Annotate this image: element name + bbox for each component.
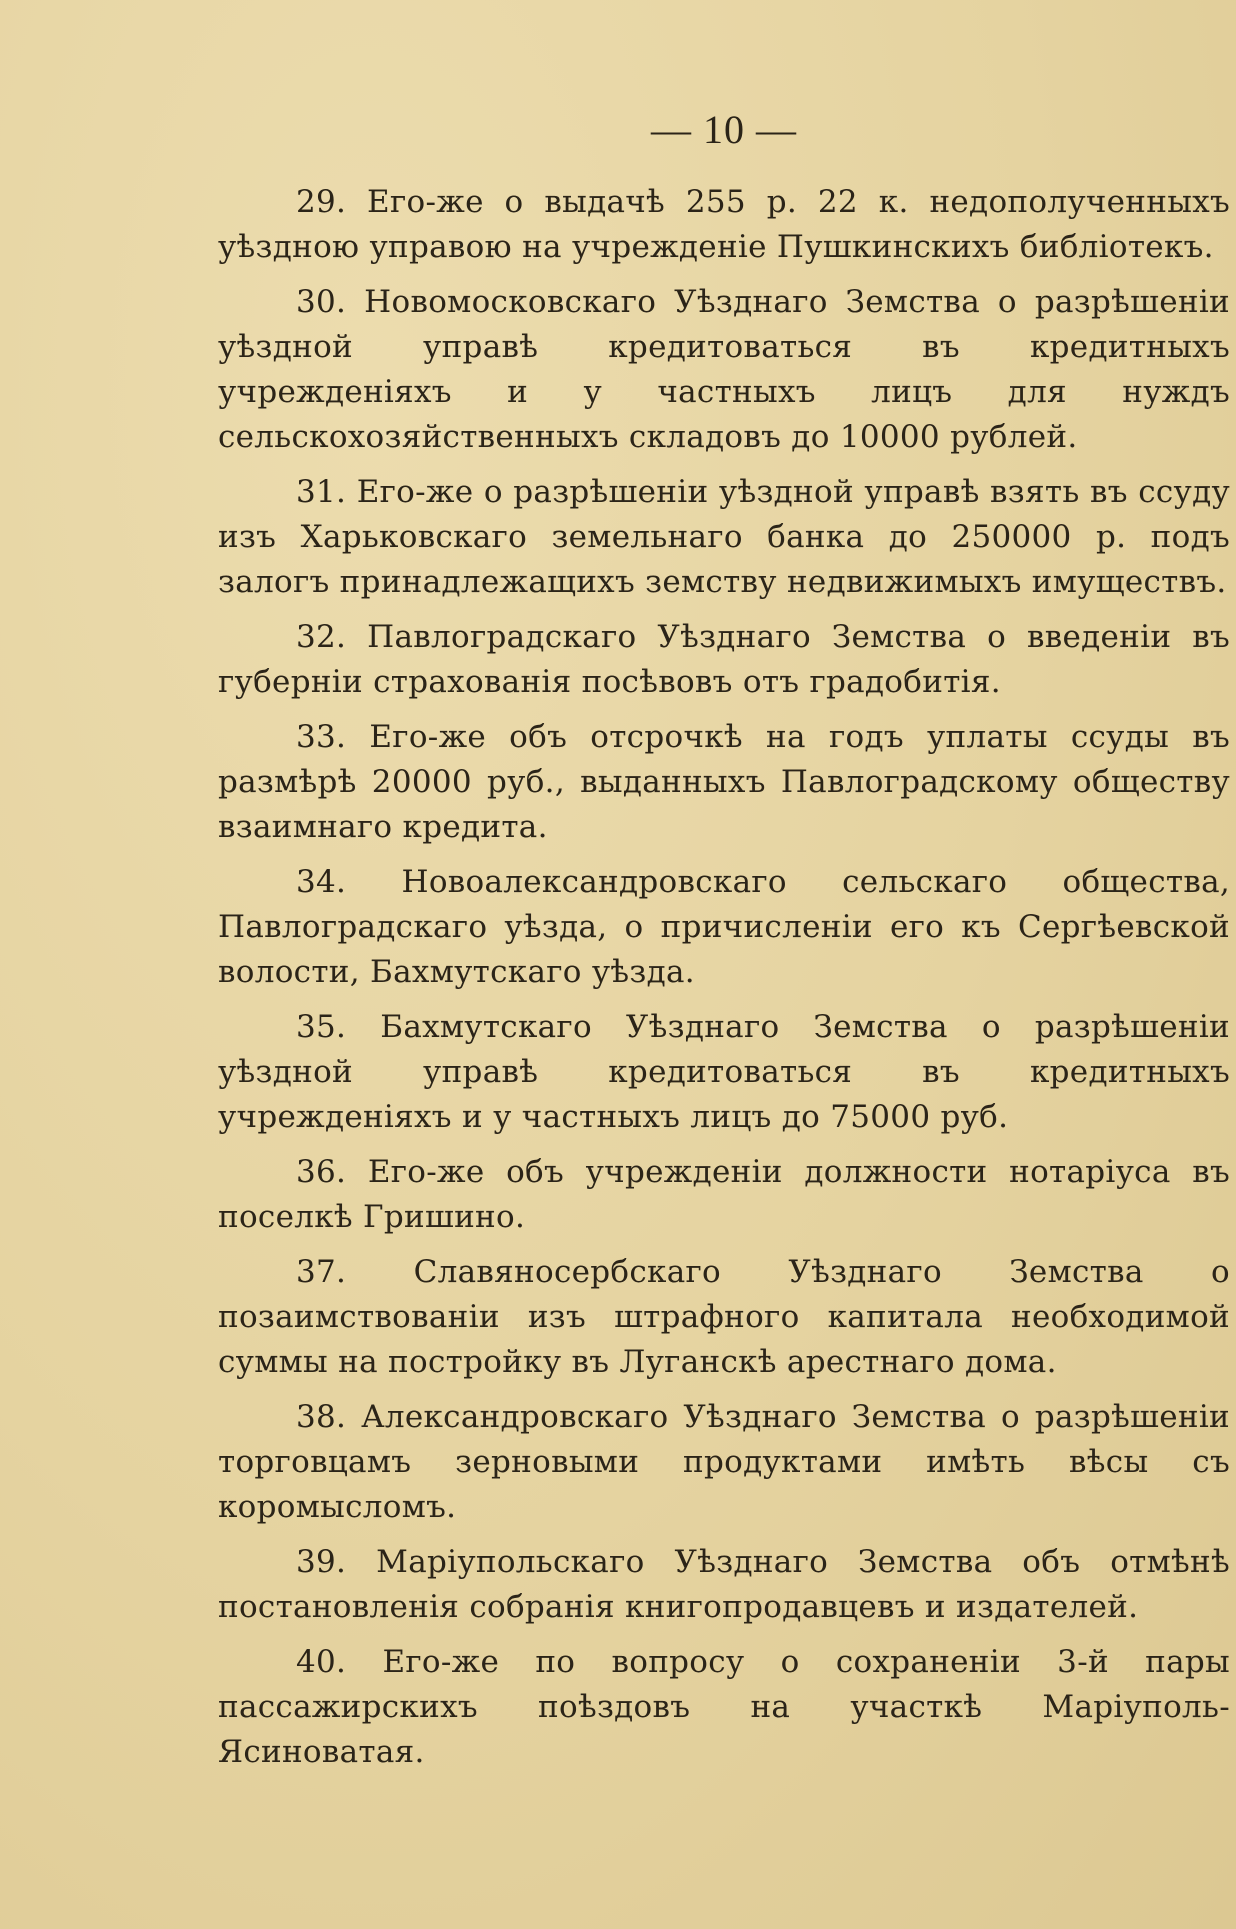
item-number: 39. <box>296 1544 347 1580</box>
item-number: 31. <box>296 474 347 510</box>
item-text: Его-же объ учрежденіи должности нотаріуса въ поселкѣ Гришино. <box>218 1154 1230 1235</box>
list-item <box>218 1250 1230 1385</box>
item-number: 29. <box>296 184 347 220</box>
document-page <box>218 98 1230 1785</box>
item-text: Новомосковскаго Уѣзднаго Земства о разрѣшеніи уѣздной управѣ кредитоваться въ кредитныхъ учрежденіяхъ и у частныхъ лицъ для нуждъ сельскохозяйственныхъ складовъ до 10000 рублей. <box>218 284 1231 455</box>
item-number: 30. <box>296 284 347 320</box>
item-number: 38. <box>296 1399 347 1435</box>
item-text: Его-же о выдачѣ 255 р. 22 к. недополученныхъ уѣздною управою на учрежденіе Пушкинскихъ библіотекъ. <box>218 184 1231 265</box>
list-item <box>218 615 1230 705</box>
item-text: Его-же о разрѣшеніи уѣздной управѣ взять въ ссуду изъ Харьковскаго земельнаго банка до 250000 р. подъ залогъ принадлежащихъ земству недвижимыхъ имуществъ. <box>218 474 1231 600</box>
list-item <box>218 1005 1230 1140</box>
item-number: 37. <box>296 1254 347 1290</box>
item-text: Павлоградскаго Уѣзднаго Земства о введеніи въ губерніи страхованія посѣвовъ отъ градобитія. <box>218 619 1231 700</box>
list-item <box>218 715 1230 850</box>
item-text: Александровскаго Уѣзднаго Земства о разрѣшеніи торговцамъ зерновыми продуктами имѣть вѣсы съ коромысломъ. <box>218 1399 1231 1525</box>
list-item <box>218 280 1230 460</box>
item-text: Новоалександровскаго сельскаго общества, Павлоградскаго уѣзда, о причисленіи его къ Сергѣевской волости, Бахмутскаго уѣзда. <box>218 864 1231 990</box>
item-number: 36. <box>296 1154 347 1190</box>
page-number: — 10 — <box>651 107 797 152</box>
list-item <box>218 860 1230 995</box>
item-text: Его-же объ отсрочкѣ на годъ уплаты ссуды въ размѣрѣ 20000 руб., выданныхъ Павлоградскому обществу взаимнаго кредита. <box>218 719 1230 845</box>
item-text: Маріупольскаго Уѣзднаго Земства объ отмѣнѣ постановленія собранія книгопродавцевъ и издателей. <box>218 1544 1230 1625</box>
list-item <box>218 470 1230 605</box>
list-item <box>218 1150 1230 1240</box>
item-text: Славяносербскаго Уѣзднаго Земства о позаимствованіи изъ штрафного капитала необходимой суммы на постройку въ Луганскѣ арестнаго дома. <box>218 1254 1231 1380</box>
item-text: Бахмутскаго Уѣзднаго Земства о разрѣшеніи уѣздной управѣ кредитоваться въ кредитныхъ учрежденіяхъ и у частныхъ лицъ до 75000 руб. <box>218 1009 1230 1135</box>
item-text: Его-же по вопросу о сохраненіи 3-й пары пассажирскихъ поѣздовъ на участкѣ Маріуполь-Ясиноватая. <box>218 1644 1231 1770</box>
item-number: 34. <box>296 864 347 900</box>
item-number: 32. <box>296 619 347 655</box>
item-number: 40. <box>296 1644 347 1680</box>
item-number: 35. <box>296 1009 347 1045</box>
list-item <box>218 1640 1230 1775</box>
list-item <box>218 1395 1230 1530</box>
list-item <box>218 1540 1230 1630</box>
list-item <box>218 180 1230 270</box>
item-number: 33. <box>296 719 347 755</box>
